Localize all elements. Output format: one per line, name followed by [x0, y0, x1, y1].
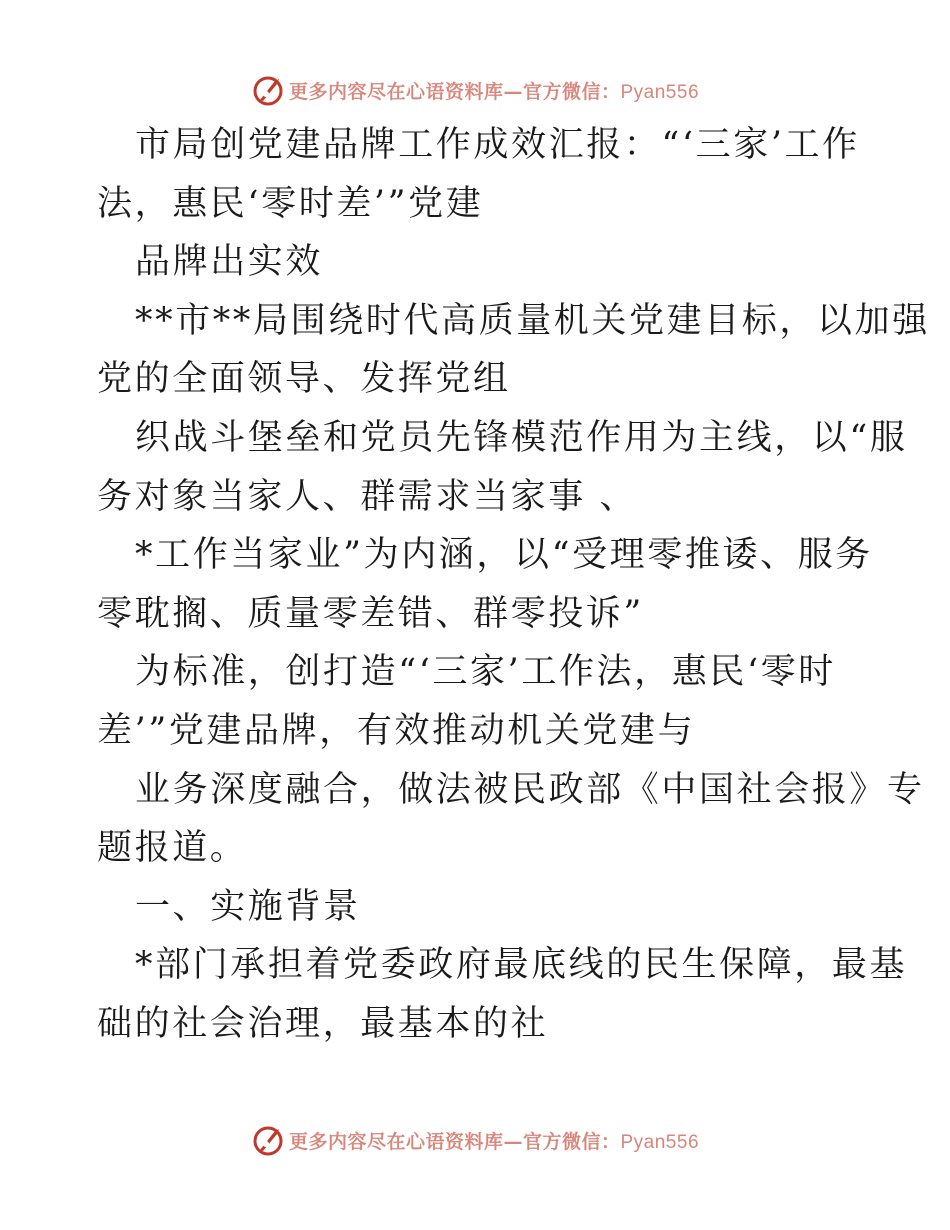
paragraph-line: 题报道。	[97, 828, 248, 869]
paragraph-line: 党的全面领导、发挥党组	[97, 359, 511, 400]
paragraph-line: 务对象当家人、群需求当家事 、	[97, 476, 638, 517]
paragraph-line: 为标准，创打造“‘三家’工作法，惠民‘零时	[135, 652, 836, 693]
paragraph-line: 础的社会治理，最基本的社	[97, 1003, 549, 1044]
header-watermark	[0, 70, 950, 110]
paragraph-line: 差’”党建品牌，有效推动机关党建与	[97, 710, 696, 751]
paragraph-line: *部门承担着党委政府最底线的民生保障，最基	[135, 945, 908, 986]
title-line-2: 法，惠民‘零时差’”党建	[97, 183, 484, 224]
footer-watermark	[0, 1120, 950, 1160]
quill-logo-icon	[251, 1123, 285, 1157]
paragraph-line: **市**局围绕时代高质量机关党建目标，以加强	[135, 300, 930, 341]
paragraph-line: *工作当家业”为内涵，以“受理零推诿、服务	[135, 535, 873, 576]
section-heading: 一、实施背景	[135, 886, 361, 927]
paragraph-line: 织战斗堡垒和党员先锋模范作用为主线，以“服	[135, 417, 908, 458]
watermark-text	[289, 1127, 699, 1154]
watermark-channel: 官方微信：	[522, 1130, 621, 1153]
watermark-prefix: 更多内容尽在心语资料库	[288, 80, 504, 103]
watermark-text	[289, 77, 699, 104]
watermark-prefix: 更多内容尽在心语资料库	[288, 1130, 504, 1153]
watermark-dash: —	[503, 1130, 523, 1153]
watermark-dash: —	[503, 80, 523, 103]
watermark-wechat-id: Pyan556	[620, 81, 700, 103]
title-line-1: 市局创党建品牌工作成效汇报：“‘三家’工作	[135, 125, 860, 165]
title-line-3: 品牌出实效	[135, 242, 324, 283]
watermark-wechat-id: Pyan556	[620, 1131, 700, 1153]
quill-logo-icon	[251, 73, 285, 107]
document-body	[97, 116, 930, 1054]
paragraph-line: 零耽搁、质量零差错、群零投诉”	[97, 593, 644, 634]
watermark-channel: 官方微信：	[522, 80, 621, 103]
paragraph-line: 业务深度融合，做法被民政部《中国社会报》专	[135, 769, 925, 810]
